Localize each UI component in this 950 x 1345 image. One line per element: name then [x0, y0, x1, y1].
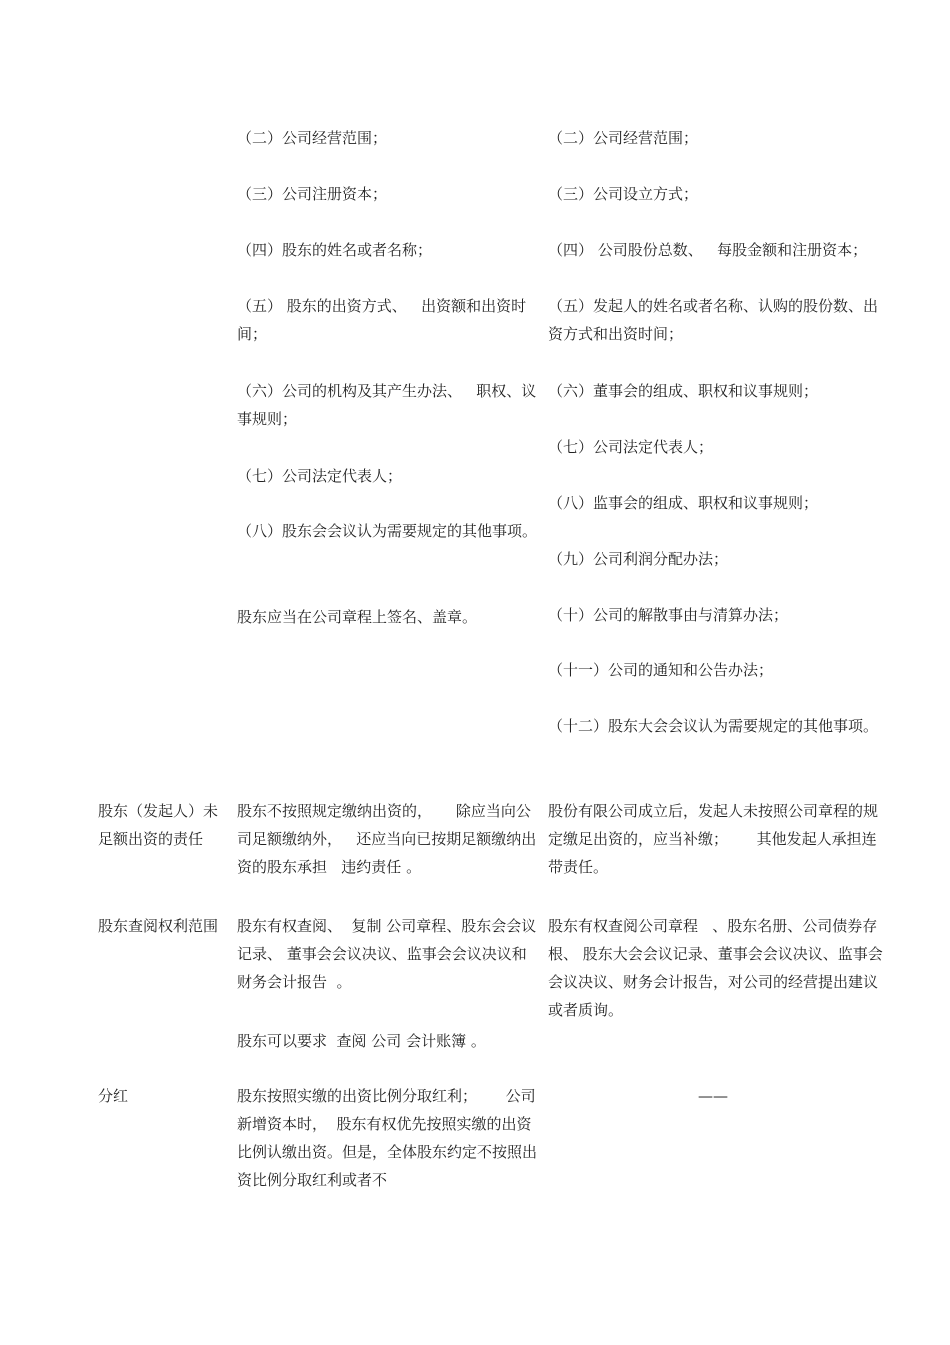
jsc-item-3: （三）公司设立方式；: [548, 185, 699, 203]
jsc-item-11: （十一）公司的通知和公告办法；: [548, 661, 774, 679]
jsc-item-7: （七）公司法定代表人；: [548, 438, 714, 456]
row-llc-capital-liability: 股东不按照规定缴纳出资的， 除应当向公司足额缴纳外， 还应当向已按期足额缴纳出资的股东承担 违约责任 。: [237, 802, 537, 876]
row-jsc-dividends: ——: [698, 1087, 728, 1105]
jsc-item-9: （九）公司利润分配办法；: [548, 550, 729, 568]
row-llc-dividends: 股东按照实缴的出资比例分取红利； 公司新增资本时， 股东有权优先按照实缴的出资比例认缴出资。但是，全体股东约定不按照出资比例分取红利或者不: [237, 1087, 538, 1189]
row-jsc-inspection-rights: 股东有权查阅公司章程 、股东名册、公司债券存根、 股东大会会议记录、董事会会议决议、监事会会议决议、财务会计报告，对公司的经营提出建议或者质询。: [548, 917, 883, 1019]
jsc-item-2: （二）公司经营范围；: [548, 129, 699, 147]
row-llc-inspection-accounts: 股东可以要求 查阅 公司 会计账簿 。: [237, 1032, 486, 1050]
row-topic-dividends: 分红: [98, 1087, 129, 1105]
jsc-item-4: （四） 公司股份总数、 每股金额和注册资本；: [548, 241, 868, 259]
jsc-item-10: （十）公司的解散事由与清算办法；: [548, 606, 789, 624]
llc-item-2: （二）公司经营范围；: [237, 129, 388, 147]
llc-item-6: （六）公司的机构及其产生办法、 职权、议事规则；: [237, 382, 537, 428]
row-llc-inspection-rights: 股东有权查阅、 复制 公司章程、股东会会议记录、 董事会会议决议、监事会会议决议和 财务会计报告 。: [237, 917, 537, 991]
jsc-item-8: （八）监事会的组成、职权和议事规则；: [548, 494, 819, 512]
llc-item-8: （八）股东会会议认为需要规定的其他事项。: [237, 522, 538, 540]
llc-item-3: （三）公司注册资本；: [237, 185, 388, 203]
jsc-item-12: （十二）股东大会会议认为需要规定的其他事项。: [548, 717, 879, 735]
row-topic-inspection-rights: 股东查阅权利范围: [98, 917, 219, 935]
llc-item-4: （四）股东的姓名或者名称；: [237, 241, 433, 259]
row-jsc-capital-liability: 股份有限公司成立后，发起人未按照公司章程的规定缴足出资的，应当补缴； 其他发起人承担连带责任。: [548, 802, 879, 876]
llc-item-7: （七）公司法定代表人；: [237, 467, 403, 485]
llc-item-5: （五） 股东的出资方式、 出资额和出资时间；: [237, 297, 527, 343]
jsc-item-6: （六）董事会的组成、职权和议事规则；: [548, 382, 819, 400]
row-topic-capital-liability: 股东（发起人）未足额出资的责任: [98, 802, 219, 848]
llc-signature-note: 股东应当在公司章程上签名、盖章。: [237, 608, 478, 626]
jsc-item-5: （五）发起人的姓名或者名称、认购的股份数、出资方式和出资时间；: [548, 297, 879, 343]
